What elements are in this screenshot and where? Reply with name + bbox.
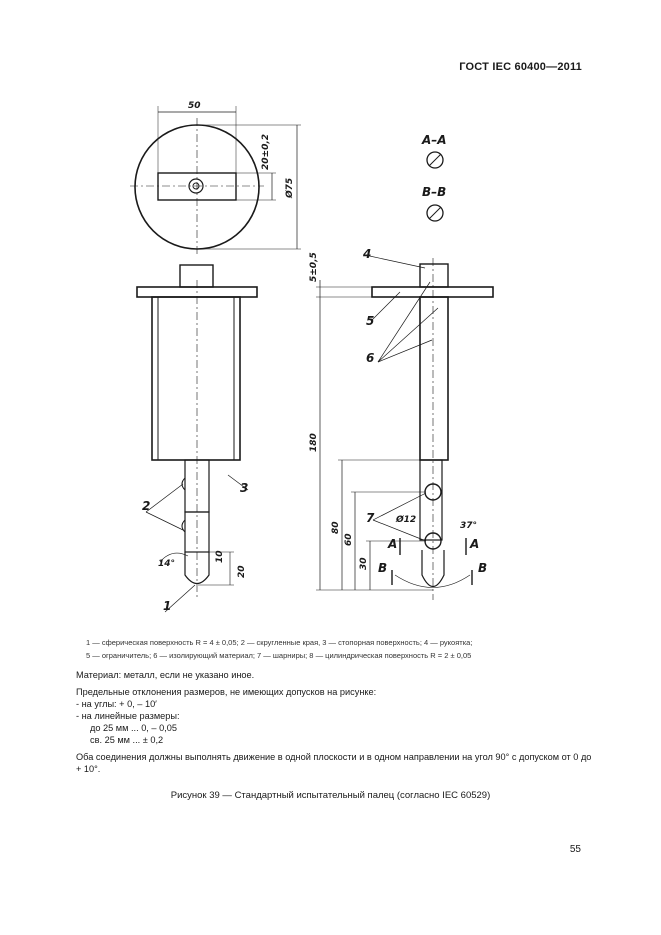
dim-80: 80 [331,521,341,534]
figure-notes [76,669,596,780]
note-upto25: до 25 мм ... 0, – 0,05 [90,723,177,733]
side-view [316,255,493,600]
top-view [130,106,301,256]
note-joints: Оба соединения должны выполнять движение в одной плоскости и в одном направлении на угол 90° с допуском от 0 до + 10°. [76,752,592,774]
section-bb: В–В [422,185,447,199]
note-over25: св. 25 мм ... ± 0,2 [90,735,164,745]
label-3: 3 [240,481,249,495]
page-header: ГОСТ IEC 60400—2011 [459,61,582,73]
label-1: 1 [163,599,172,613]
cut-b-left: В [378,561,388,575]
dim-14deg: 14° [158,559,176,569]
dim-d12: Ø12 [396,515,417,525]
cut-b-right: В [478,561,488,575]
note-tolerances: Предельные отклонения размеров, не имеющих допусков на рисунке: [76,687,377,697]
dim-180: 180 [309,433,319,452]
dim-37deg: 37° [460,521,478,531]
label-4: 4 [363,247,372,261]
label-5: 5 [366,314,375,328]
front-view [137,265,257,612]
legend-line-2: 5 — ограничитель; 6 — изолирующий материал; 7 — шарниры; 8 — цилиндрическая поверхность R = 2 ± 0,05 [86,651,472,660]
note-angles: - на углы: + 0, – 10′ [76,699,157,709]
section-aa: А–А [422,133,447,147]
figure-caption: Рисунок 39 — Стандартный испытательный палец (согласно IEC 60529) [170,790,491,801]
cut-a-right: А [470,537,480,551]
page-number: 55 [569,844,581,855]
label-2: 2 [142,499,151,513]
dim-20b: 20 [237,565,247,578]
legend-line-1: 1 — сферическая поверхность R = 4 ± 0,05; 2 — скругленные края, 3 — стопорная поверхность; 4 — рукоятка; [86,638,473,647]
dim-5: 5±0,5 [309,252,319,282]
dim-10: 10 [215,550,225,563]
cut-a-left: А [388,537,398,551]
note-linear: - на линейные размеры: [76,711,180,721]
note-material: Материал: металл, если не указано иное. [76,670,255,680]
dim-20: 20±0,2 [261,133,271,170]
label-6: 6 [366,351,375,365]
dim-60: 60 [344,533,354,546]
dim-50: 50 [188,101,201,111]
dim-30: 30 [359,557,369,570]
figure-legend [86,636,586,662]
label-7: 7 [366,511,375,525]
dim-d75: Ø75 [285,177,295,198]
